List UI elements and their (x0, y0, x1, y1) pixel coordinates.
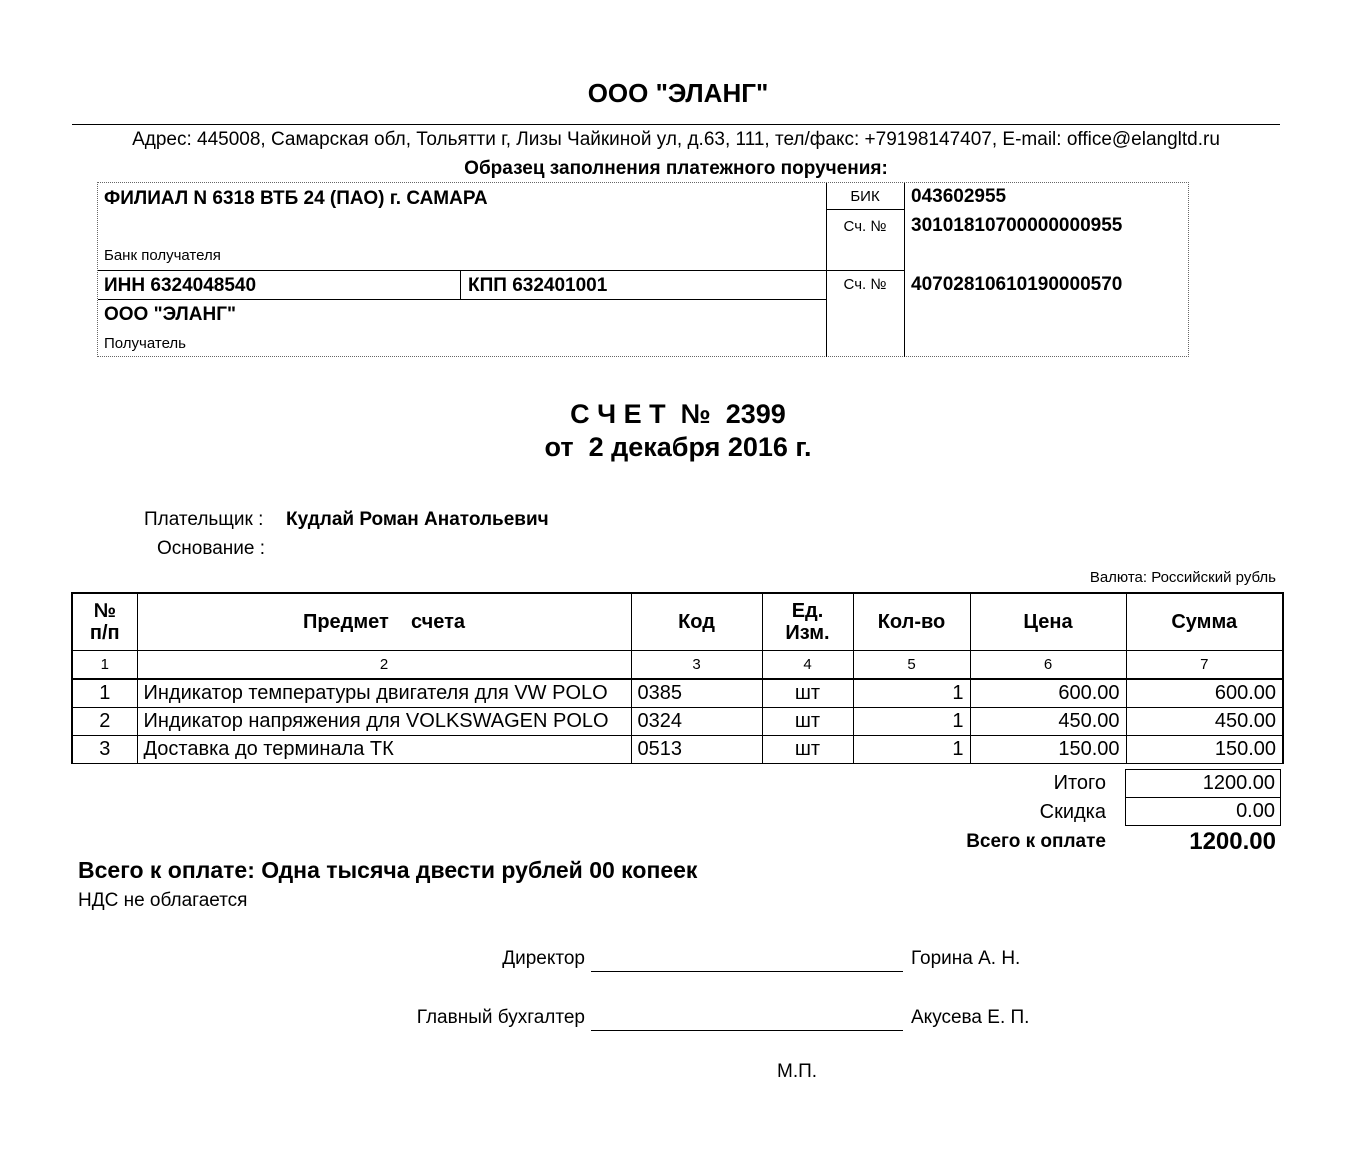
row-price: 600.00 (970, 679, 1126, 708)
row-unit: шт (762, 736, 853, 764)
inn: ИНН 6324048540 (104, 275, 257, 296)
invoice-title (0, 398, 1356, 464)
row-qty: 1 (853, 679, 970, 708)
column-number: 1 (72, 651, 137, 680)
col-header-sum: Сумма (1126, 593, 1283, 651)
bank-divider-v2 (904, 183, 905, 357)
accountant-signature-line (591, 1030, 903, 1031)
row-code: 0513 (631, 736, 762, 764)
column-number: 6 (970, 651, 1126, 680)
row-sum: 600.00 (1126, 679, 1283, 708)
director-signature-line (591, 971, 903, 972)
items-table (71, 592, 1284, 764)
director-label: Директор (502, 948, 585, 969)
column-number: 5 (853, 651, 970, 680)
table-row (72, 736, 1283, 764)
payer-value: Кудлай Роман Анатольевич (286, 509, 549, 530)
table-header-row (72, 593, 1283, 651)
col-header-unit-line1: Ед. (791, 600, 824, 622)
corr-account-value: 30101810700000000955 (911, 215, 1123, 236)
bank-divider-h4 (826, 270, 904, 271)
corr-account-label: Сч. № (843, 218, 887, 235)
col-header-unit (762, 593, 853, 651)
col-header-unit-line2: Изм. (785, 622, 830, 644)
col-header-number-line2: п/п (89, 622, 120, 644)
row-price: 450.00 (970, 708, 1126, 736)
bank-label: Банк получателя (104, 247, 221, 264)
stamp-placeholder: М.П. (777, 1061, 818, 1082)
col-header-subject: Предмет счета (137, 593, 631, 651)
col-header-qty: Кол-во (853, 593, 970, 651)
column-number: 7 (1126, 651, 1283, 680)
row-unit: шт (762, 679, 853, 708)
account-value: 40702810610190000570 (911, 274, 1123, 295)
discount-label: Скидка (1039, 801, 1106, 823)
row-qty: 1 (853, 708, 970, 736)
row-number: 3 (72, 736, 137, 764)
column-number: 4 (762, 651, 853, 680)
director-name: Горина А. Н. (911, 948, 1021, 969)
grand-total-label: Всего к оплате (966, 831, 1106, 852)
vat-note: НДС не облагается (78, 890, 248, 911)
accountant-label: Главный бухгалтер (416, 1007, 585, 1028)
currency-note: Валюта: Российский рубль (1089, 569, 1276, 586)
row-item-name: Доставка до терминала ТК (137, 736, 631, 764)
row-code: 0324 (631, 708, 762, 736)
row-price: 150.00 (970, 736, 1126, 764)
recipient-label: Получатель (104, 335, 186, 352)
column-number: 2 (137, 651, 631, 680)
row-number: 1 (72, 679, 137, 708)
header-divider (72, 124, 1280, 125)
row-unit: шт (762, 708, 853, 736)
table-row (72, 679, 1283, 708)
column-number-row (72, 651, 1283, 680)
bank-divider-inn-kpp (460, 270, 461, 299)
accountant-name: Акусева Е. П. (911, 1007, 1030, 1028)
row-code: 0385 (631, 679, 762, 708)
invoice-date: от 2 декабря 2016 г. (544, 432, 812, 462)
col-header-code: Код (631, 593, 762, 651)
recipient-name: ООО "ЭЛАНГ" (104, 304, 236, 325)
grand-total-value: 1200.00 (1189, 828, 1276, 855)
row-item-name: Индикатор температуры двигателя для VW POLO (137, 679, 631, 708)
kpp: КПП 632401001 (468, 275, 608, 296)
bank-divider-h1 (98, 270, 826, 271)
row-sum: 150.00 (1126, 736, 1283, 764)
discount-value: 0.00 (1125, 797, 1281, 826)
bank-divider-h3 (826, 209, 904, 210)
row-item-name: Индикатор напряжения для VOLKSWAGEN POLO (137, 708, 631, 736)
bank-divider-h2 (98, 299, 826, 300)
table-row (72, 708, 1283, 736)
subtotal-value: 1200.00 (1125, 769, 1281, 798)
basis-label: Основание : (157, 538, 266, 559)
row-number: 2 (72, 708, 137, 736)
payer-label: Плательщик : (144, 509, 264, 530)
row-qty: 1 (853, 736, 970, 764)
bik-value: 043602955 (911, 186, 1007, 207)
company-address: Адрес: 445008, Самарская обл, Тольятти г, Лизы Чайкиной ул, д.63, 111, тел/факс: +79198147407, E-mail: office@elangltd.ru (132, 129, 1220, 150)
company-title: ООО "ЭЛАНГ" (587, 78, 769, 108)
row-sum: 450.00 (1126, 708, 1283, 736)
payment-sample-caption: Образец заполнения платежного поручения: (464, 158, 888, 179)
col-header-number (72, 593, 137, 651)
amount-in-words: Всего к оплате: Одна тысяча двести рублей 00 копеек (78, 857, 698, 883)
account-label: Сч. № (843, 276, 887, 293)
invoice-number: С Ч Е Т № 2399 (570, 399, 786, 429)
col-header-number-line1: № (93, 600, 116, 622)
bank-name: ФИЛИАЛ N 6318 ВТБ 24 (ПАО) г. САМАРА (104, 188, 488, 209)
bik-label: БИК (850, 188, 880, 205)
bank-details-box (97, 182, 1189, 357)
subtotal-label: Итого (1053, 772, 1106, 794)
col-header-price: Цена (970, 593, 1126, 651)
column-number: 3 (631, 651, 762, 680)
